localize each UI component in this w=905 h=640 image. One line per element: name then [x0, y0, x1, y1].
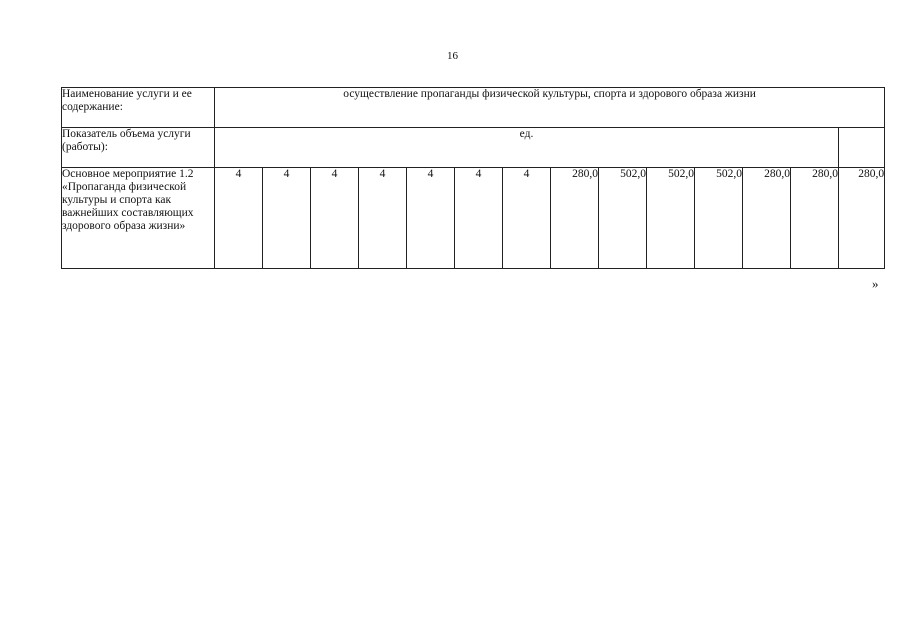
- value-cell: 280,0: [743, 168, 791, 269]
- value-cell: 4: [407, 168, 455, 269]
- value-cell: 502,0: [599, 168, 647, 269]
- service-name-value: осуществление пропаганды физической культуры, спорта и здорового образа жизни: [215, 88, 885, 128]
- table-row: [62, 168, 885, 269]
- page-number: 16: [447, 50, 458, 62]
- service-table: [61, 87, 885, 269]
- service-name-label: Наименование услуги и ее содержание:: [62, 88, 215, 128]
- value-cell: 4: [311, 168, 359, 269]
- value-cell: 4: [455, 168, 503, 269]
- value-cell: 4: [263, 168, 311, 269]
- value-cell: 280,0: [839, 168, 885, 269]
- volume-indicator-unit: ед.: [215, 128, 839, 168]
- closing-quote: »: [872, 276, 879, 291]
- empty-cell: [839, 128, 885, 168]
- value-cell: 4: [215, 168, 263, 269]
- value-cell: 280,0: [791, 168, 839, 269]
- value-cell: 4: [359, 168, 407, 269]
- table-row: [62, 88, 885, 128]
- value-cell: 502,0: [695, 168, 743, 269]
- volume-indicator-label: Показатель объема услуги (работы):: [62, 128, 215, 168]
- value-cell: 4: [503, 168, 551, 269]
- value-cell: 502,0: [647, 168, 695, 269]
- main-event-label: Основное мероприятие 1.2 «Пропаганда физической культуры и спорта как важнейших составляющих здорового образа жизни»: [62, 168, 215, 269]
- table-row: [62, 128, 885, 168]
- value-cell: 280,0: [551, 168, 599, 269]
